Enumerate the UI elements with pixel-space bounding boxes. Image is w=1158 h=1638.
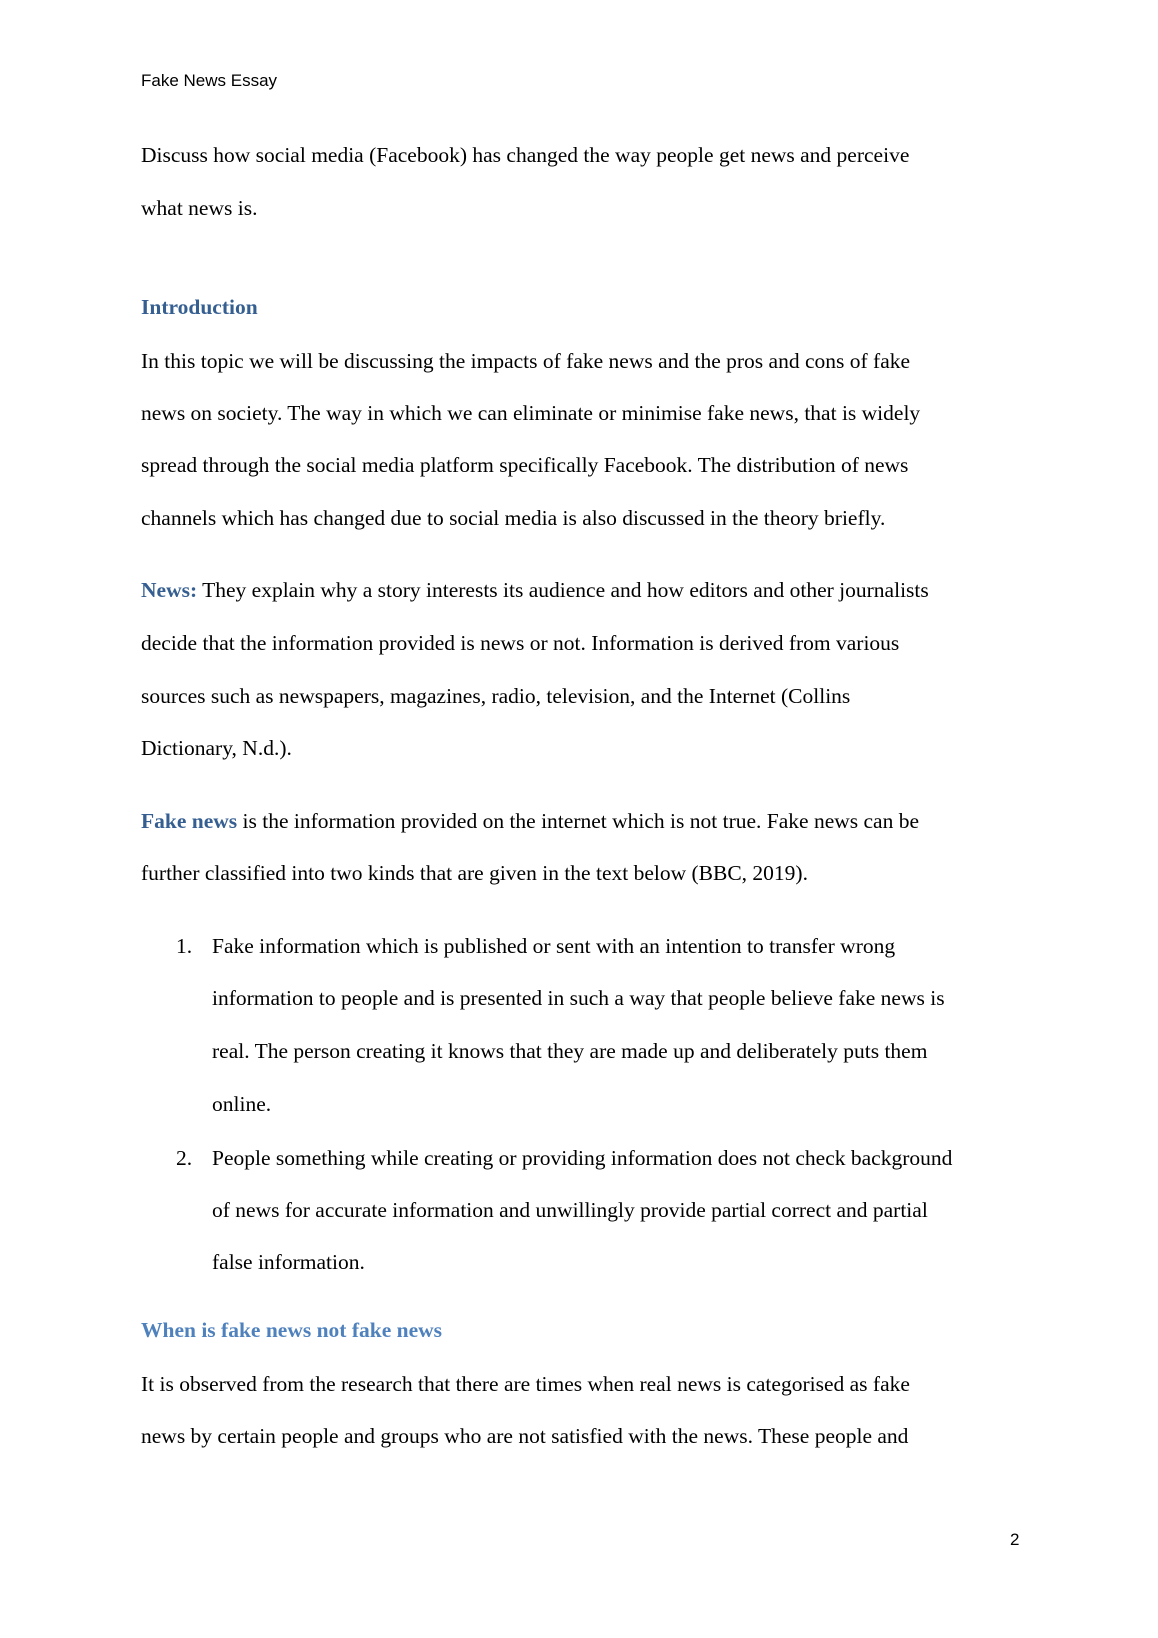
fake-news-line: further classified into two kinds that are given in the text below (BBC, 2019). (141, 861, 808, 885)
introduction-heading: Introduction (141, 295, 258, 319)
news-text: They explain why a story interests its audience and how editors and other journalists (197, 578, 929, 602)
intro-line: news on society. The way in which we can eliminate or minimise fake news, that is widely (141, 401, 921, 425)
news-paragraph-first-line (141, 576, 929, 604)
list-item-line: information to people and is presented in such a way that people believe fake news is (212, 986, 945, 1010)
fake-news-label: Fake news (141, 809, 238, 833)
page-number: 2 (1010, 1530, 1020, 1549)
list-item-line: real. The person creating it knows that they are made up and deliberately puts them (212, 1039, 928, 1063)
intro-line: In this topic we will be discussing the impacts of fake news and the pros and cons of fake (141, 349, 911, 373)
news-line: decide that the information provided is news or not. Information is derived from various (141, 631, 900, 655)
question-line: Discuss how social media (Facebook) has changed the way people get news and perceive (141, 143, 910, 167)
section-line: news by certain people and groups who are not satisfied with the news. These people and (141, 1424, 909, 1448)
list-item-line: online. (212, 1092, 272, 1116)
fake-news-text: is the information provided on the internet which is not true. Fake news can be (237, 809, 920, 833)
section-heading: When is fake news not fake news (141, 1318, 443, 1342)
page-header: Fake News Essay (141, 71, 278, 90)
intro-line: channels which has changed due to social media is also discussed in the theory briefly. (141, 506, 886, 530)
question-line: what news is. (141, 196, 258, 220)
list-item-line: false information. (212, 1250, 365, 1274)
list-item-line: People something while creating or providing information does not check background (212, 1146, 953, 1170)
news-line: sources such as newspapers, magazines, radio, television, and the Internet (Collins (141, 684, 851, 708)
news-label: News: (141, 578, 198, 602)
list-number: 1. (176, 934, 193, 958)
intro-line: spread through the social media platform specifically Facebook. The distribution of news (141, 453, 909, 477)
fake-news-paragraph-first-line (141, 807, 919, 835)
list-item-line: Fake information which is published or sent with an intention to transfer wrong (212, 934, 896, 958)
news-line: Dictionary, N.d.). (141, 736, 292, 760)
list-item-line: of news for accurate information and unwillingly provide partial correct and partial (212, 1198, 928, 1222)
list-number: 2. (176, 1146, 193, 1170)
section-line: It is observed from the research that there are times when real news is categorised as fake (141, 1372, 910, 1396)
